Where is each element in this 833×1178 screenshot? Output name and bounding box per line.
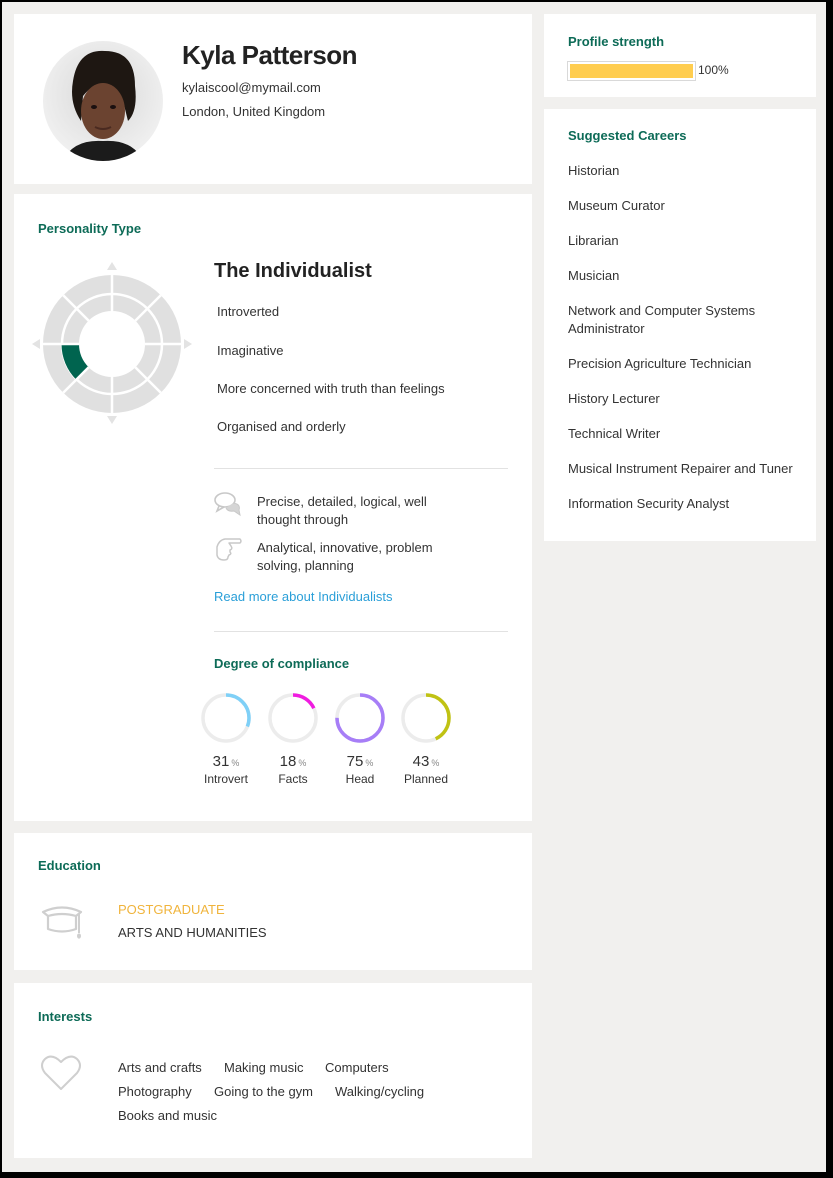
gauge-unit: % (298, 758, 307, 768)
read-more-link[interactable]: Read more about Individualists (214, 589, 393, 604)
avatar (43, 41, 163, 161)
trait-item: Organised and orderly (217, 419, 346, 434)
career-item[interactable]: Librarian (568, 233, 619, 248)
education-field: ARTS AND HUMANITIES (118, 925, 267, 940)
compliance-gauge-introvert (198, 692, 254, 786)
personality-card (14, 194, 532, 821)
education-card (14, 833, 532, 970)
user-photo-icon (43, 41, 163, 161)
heart-icon (40, 1054, 82, 1092)
career-item[interactable]: Network and Computer Systems Administrator (568, 303, 756, 336)
compliance-gauge-facts (265, 692, 321, 786)
profile-strength-card (544, 14, 816, 97)
gauge-unit: % (231, 758, 240, 768)
career-item[interactable]: Precision Agriculture Technician (568, 356, 752, 371)
interests-title: Interests (38, 1009, 93, 1024)
compliance-title: Degree of compliance (214, 656, 350, 671)
gauge-ring (200, 692, 252, 744)
arrow-right-icon (184, 339, 192, 349)
compliance-gauge-planned (398, 692, 454, 786)
career-item[interactable]: History Lecturer (568, 391, 660, 406)
gauge-ring (400, 692, 452, 744)
interest-item: Making music (224, 1060, 304, 1075)
graduation-cap-icon (40, 903, 84, 945)
gauge-ring (334, 692, 386, 744)
gauge-label: Head (345, 772, 375, 786)
personality-wheel (30, 260, 194, 426)
arrow-down-icon (107, 416, 117, 424)
career-item[interactable]: Musical Instrument Repairer and Tuner (568, 461, 793, 476)
profile-name: Kyla Patterson (182, 40, 358, 70)
profile-card (14, 14, 532, 184)
communication-style-text: Precise, detailed, logical, well thought through (257, 494, 427, 527)
gauge-unit: % (365, 758, 374, 768)
divider (214, 468, 508, 469)
profile-location: London, United Kingdom (182, 104, 326, 119)
interest-item: Computers (325, 1060, 389, 1075)
page (2, 2, 826, 1172)
careers-title: Suggested Careers (568, 128, 687, 143)
arrow-up-icon (107, 262, 117, 270)
interest-item: Walking/cycling (335, 1084, 425, 1099)
gauge-unit: % (431, 758, 440, 768)
interest-item: Books and music (118, 1108, 217, 1123)
profile-strength-title: Profile strength (568, 34, 665, 49)
education-title: Education (38, 858, 101, 873)
profile-strength-percent: 100% (698, 63, 729, 77)
profile-email: kylaiscool@mymail.com (182, 80, 321, 95)
interest-item: Arts and crafts (118, 1060, 202, 1075)
gauge-label: Introvert (203, 772, 248, 786)
divider (214, 631, 508, 632)
gauge-value: 75 (346, 753, 364, 770)
gauge-value: 18 (279, 753, 297, 770)
personality-type-title: The Individualist (214, 260, 372, 282)
personality-section-title: Personality Type (38, 221, 142, 236)
profile-strength-bar (567, 61, 696, 81)
trait-item: Imaginative (217, 343, 284, 358)
interest-item: Going to the gym (214, 1084, 313, 1099)
profile-strength-fill (570, 64, 693, 78)
speech-bubbles-icon (213, 491, 243, 517)
trait-item: Introverted (217, 304, 280, 319)
career-item[interactable]: Technical Writer (568, 426, 661, 441)
trait-item: More concerned with truth than feelings (217, 381, 445, 396)
interest-item: Photography (118, 1084, 192, 1099)
compliance-gauge-head (332, 692, 388, 786)
career-item[interactable]: Information Security Analyst (568, 496, 730, 511)
gauge-value: 31 (212, 753, 230, 770)
career-item[interactable]: Historian (568, 163, 620, 178)
gauge-label: Planned (403, 772, 449, 786)
interests-card (14, 983, 532, 1158)
gauge-label: Facts (278, 772, 308, 786)
suggested-careers-card (544, 109, 816, 541)
strengths-text: Analytical, innovative, problem solving, planning (257, 540, 433, 573)
education-level: POSTGRADUATE (118, 902, 225, 917)
career-item[interactable]: Museum Curator (568, 198, 665, 213)
pointing-hand-icon (213, 535, 243, 563)
gauge-value: 43 (412, 753, 430, 770)
gauge-ring (267, 692, 319, 744)
career-item[interactable]: Musician (568, 268, 620, 283)
arrow-left-icon (32, 339, 40, 349)
